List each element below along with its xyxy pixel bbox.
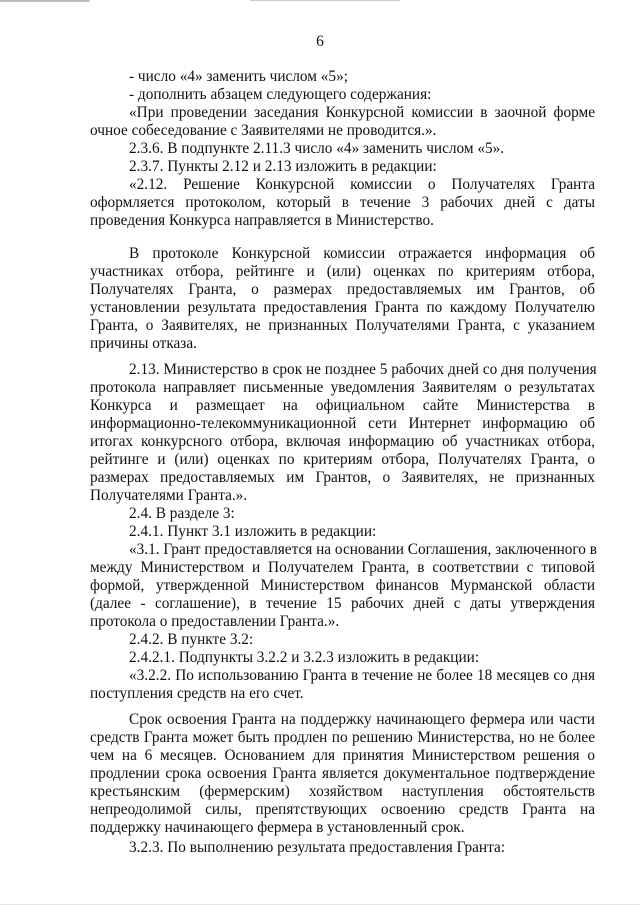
text-line: 2.4. В разделе 3: <box>129 505 235 522</box>
text-line: Гранта, о Заявителях, не признанных Получателями Гранта, с указанием <box>90 317 595 334</box>
text-line: - дополнить абзацем следующего содержания: <box>129 86 432 103</box>
text-line: протокола направляет письменные уведомления Заявителям о результатах <box>90 379 595 396</box>
text-line: проведения Конкурса направляется в Министерство. <box>90 212 434 229</box>
text-line: оформляется протоколом, который в течение 3 рабочих дней с даты <box>90 194 595 211</box>
text-line: рейтинге и (или) оценках по критериям отбора, Получателях Гранта, о <box>90 451 595 468</box>
text-line: 2.3.7. Пункты 2.12 и 2.13 изложить в редакции: <box>129 158 437 175</box>
text-line: чем на 6 месяцев. Основанием для принятия Министерством решения о <box>90 747 595 764</box>
text-line: протокола о предоставлении Гранта.». <box>90 613 340 630</box>
text-line: Срок освоения Гранта на поддержку начинающего фермера или части <box>129 711 595 728</box>
text-line: 3.2.3. По выполнению результата предоставления Гранта: <box>129 839 506 856</box>
text-line: В протоколе Конкурсной комиссии отражается информация об <box>129 245 595 262</box>
text-line: крестьянским (фермерским) хозяйством наступления обстоятельств <box>90 783 595 800</box>
text-line: Конкурса и размещает на официальном сайте Министерства в <box>90 397 595 414</box>
text-line: очное собеседование с Заявителями не проводится.». <box>90 122 437 139</box>
text-line: 2.13. Министерство в срок не позднее 5 рабочих дней со дня получения <box>129 361 597 378</box>
text-line: средств Гранта может быть продлен по решению Министерства, но не более <box>90 729 595 746</box>
text-line: «3.2.2. По использованию Гранта в течение не более 18 месяцев со дня <box>129 667 595 684</box>
text-line: 2.4.1. Пункт 3.1 изложить в редакции: <box>129 523 377 540</box>
text-line: информационно-телекоммуникационной сети Интернет информацию об <box>90 415 595 432</box>
text-line: 2.4.2. В пункте 3.2: <box>129 631 254 648</box>
text-line: (далее - соглашение), в течение 15 рабочих дней с даты утверждения <box>90 595 595 612</box>
text-line: размерах предоставляемых им Грантов, о Заявителях, не признанных <box>90 469 595 486</box>
text-line: продлении срока освоения Гранта является документальное подтверждение <box>90 765 595 782</box>
text-line: - число «4» заменить числом «5»; <box>129 68 348 85</box>
text-line: между Министерством и Получателем Гранта, в соответствии с типовой <box>90 559 595 576</box>
text-line: «2.12. Решение Конкурсной комиссии о Получателях Гранта <box>129 176 595 193</box>
text-line: «При проведении заседания Конкурсной комиссии в заочной форме <box>129 104 595 121</box>
text-line: поступления средств на его счет. <box>90 685 304 702</box>
text-line: поддержку начинающего фермера в установленный срок. <box>90 819 465 836</box>
page-number: 6 <box>316 33 324 50</box>
text-line: итогах конкурсного отбора, включая информацию об участниках отбора, <box>90 433 595 450</box>
text-line: установлении результата предоставления Гранта по каждому Получателю <box>90 299 595 316</box>
text-line: 2.4.2.1. Подпункты 3.2.2 и 3.2.3 изложить в редакции: <box>129 649 480 666</box>
text-line: причины отказа. <box>90 335 197 352</box>
text-line: непреодолимой силы, препятствующих освоению средств Гранта на <box>90 801 595 818</box>
text-line: 2.3.6. В подпункте 2.11.3 число «4» заменить числом «5». <box>129 140 505 157</box>
text-line: Получателями Гранта.». <box>90 487 248 504</box>
text-line: «3.1. Грант предоставляется на основании Соглашения, заключенного в <box>129 541 597 558</box>
text-line: Получателях Гранта, о размерах предоставляемых им Грантов, об <box>90 281 595 298</box>
text-line: формой, утвержденной Министерством финансов Мурманской области <box>90 577 595 594</box>
text-line: участниках отбора, рейтинге и (или) оценках по критериям отбора, <box>90 263 595 280</box>
